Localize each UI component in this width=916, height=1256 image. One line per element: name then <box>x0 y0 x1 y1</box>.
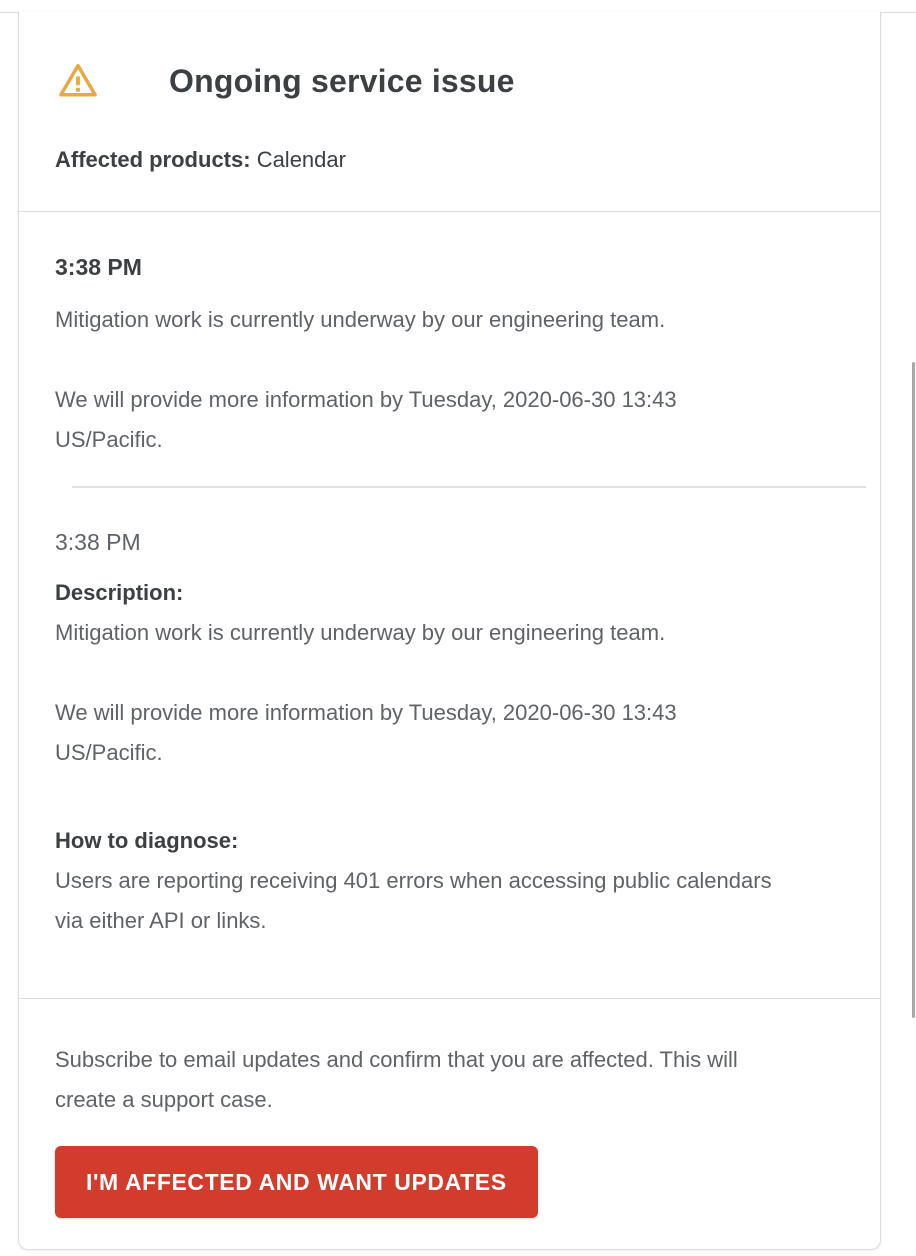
affected-and-want-updates-button[interactable]: I'M AFFECTED AND WANT UPDATES <box>55 1146 538 1218</box>
description-body: Mitigation work is currently underway by our engineering team. <box>55 620 666 645</box>
warning-triangle-icon <box>58 60 98 102</box>
details-timestamp: 3:38 PM <box>55 529 141 555</box>
description-more: We will provide more information by Tuesday, 2020-06-30 13:43 US/Pacific. <box>55 700 677 765</box>
latest-update-paragraph: We will provide more information by Tuesday, 2020-06-30 13:43 US/Pacific. <box>55 387 677 452</box>
diagnose-label: How to diagnose: <box>55 828 239 853</box>
issue-header-section <box>19 12 880 211</box>
description-label: Description: <box>55 580 184 605</box>
affected-products-line <box>55 146 814 174</box>
affected-products-value: Calendar <box>256 147 346 172</box>
diagnose-body: Users are reporting receiving 401 errors when accessing public calendars via either API or links. <box>55 868 772 933</box>
service-issue-card <box>18 12 881 1250</box>
latest-update-paragraph: Mitigation work is currently underway by our engineering team. <box>55 307 666 332</box>
subscribe-text: Subscribe to email updates and confirm that you are affected. This will create a support case. <box>55 1047 738 1112</box>
page-title: Ongoing service issue <box>169 63 515 99</box>
scrollbar-thumb[interactable] <box>912 362 915 1018</box>
latest-update-timestamp: 3:38 PM <box>55 254 142 280</box>
affected-products-label: Affected products: <box>55 147 251 172</box>
subscribe-section <box>19 998 880 1252</box>
issue-title-row <box>58 60 814 102</box>
update-divider <box>72 486 866 488</box>
issue-updates-section <box>19 211 880 998</box>
